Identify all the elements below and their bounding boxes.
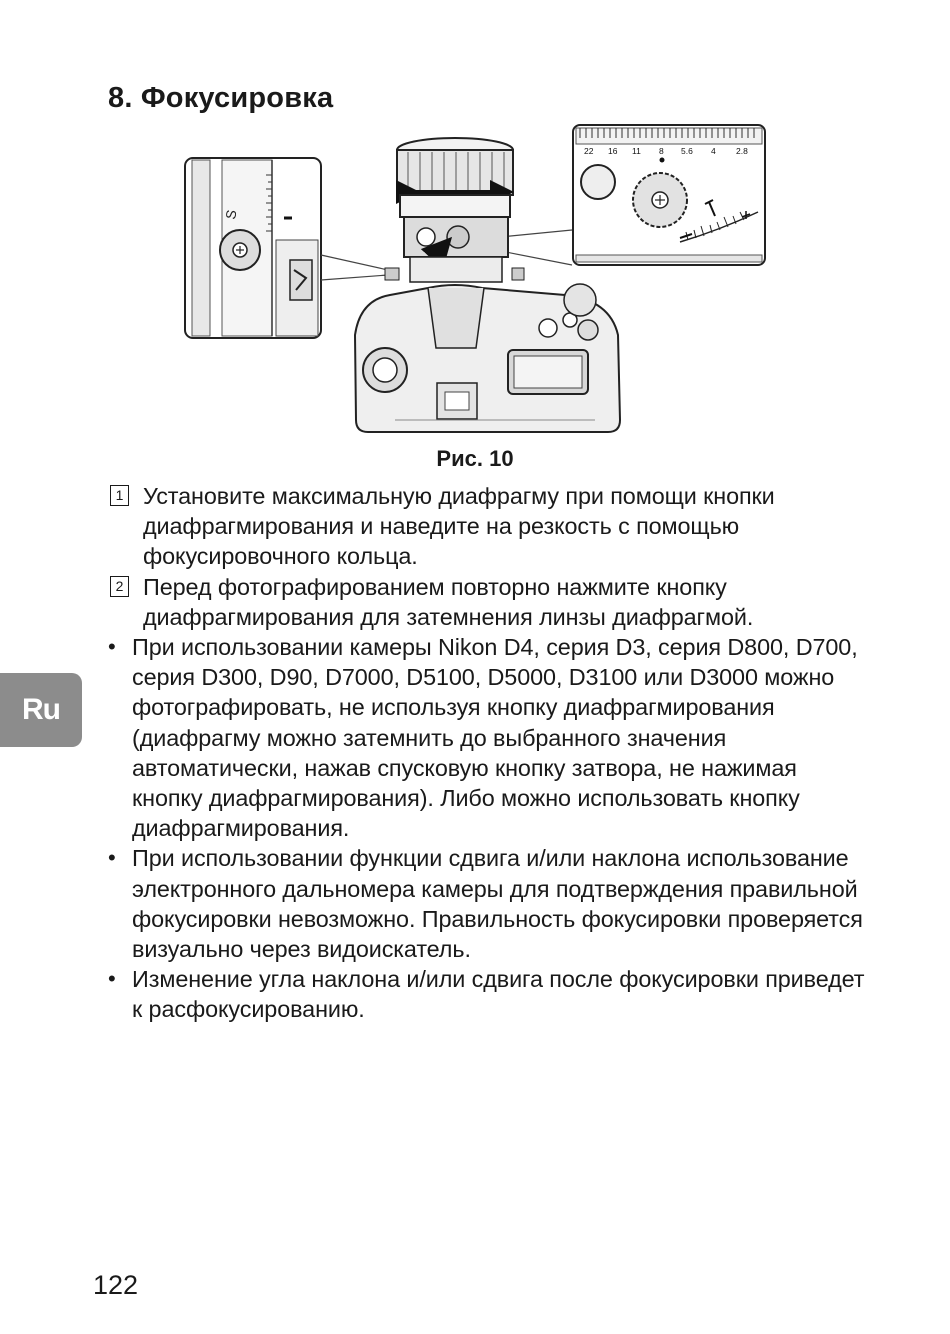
language-tab: Ru [0,673,82,747]
step-number-box: 2 [110,576,129,597]
aperture-knob-icon [220,230,260,270]
aperture-scale-5-6: 5.6 [681,146,693,156]
bullet-icon: • [108,845,116,871]
aperture-scale-11: 11 [632,146,641,156]
bullet-item [108,632,868,843]
bullet-item [108,964,868,1024]
camera-body [355,284,620,432]
aperture-scale-16: 16 [608,146,618,156]
step-text: Установите максимальную диафрагму при помощи кнопки диафрагмирования и наведите на резкость с помощью фокусировочного кольца. [143,483,775,570]
svg-text:S: S [222,208,240,221]
bullet-text: Изменение угла наклона и/или сдвига после фокусировки приведет к расфокусированию. [132,966,865,1023]
bullet-item [108,843,868,964]
aperture-scale-22: 22 [584,146,594,156]
bullet-icon: • [108,634,116,660]
aperture-knob-detail-icon [633,173,687,227]
section-title: 8. Фокусировка [108,82,334,114]
camera-lens-illustration [180,120,780,450]
bullet-text: При использовании функции сдвига и/или наклона использование электронного дальномера камеры для подтверждения правильной фокусировки невозможно. Правильность фокусировки проверяется визуально через видоискатель. [132,845,863,963]
step-item [108,572,868,632]
figure-10 [180,120,780,450]
right-detail-inset [573,125,765,265]
aperture-scale-4: 4 [711,146,716,156]
instructions [108,481,868,1025]
lens [385,138,524,282]
step-number-box: 1 [110,485,129,506]
step-text: Перед фотографированием повторно нажмите кнопку диафрагмирования для затемнения линзы диафрагмой. [143,573,754,630]
left-detail-inset [185,158,321,338]
page-number: 122 [93,1270,139,1300]
figure-caption: Рис. 10 [436,446,514,471]
step-item [108,481,868,572]
aperture-scale-8: 8 [659,146,664,156]
aperture-scale-2-8: 2.8 [736,146,748,156]
bullet-text: При использовании камеры Nikon D4, серия D3, серия D800, D700, серия D300, D90, D7000, D5100, D5000, D3100 или D3000 можно фотографировать, не используя кнопку диафрагмирования (диафрагму можно затемнить до выбранного значения автоматически, нажав спусковую кнопку затвора, не нажимая кнопку диафрагмирования). Либо можно использовать кнопку диафрагмирования. [132,634,858,842]
bullet-icon: • [108,966,116,992]
